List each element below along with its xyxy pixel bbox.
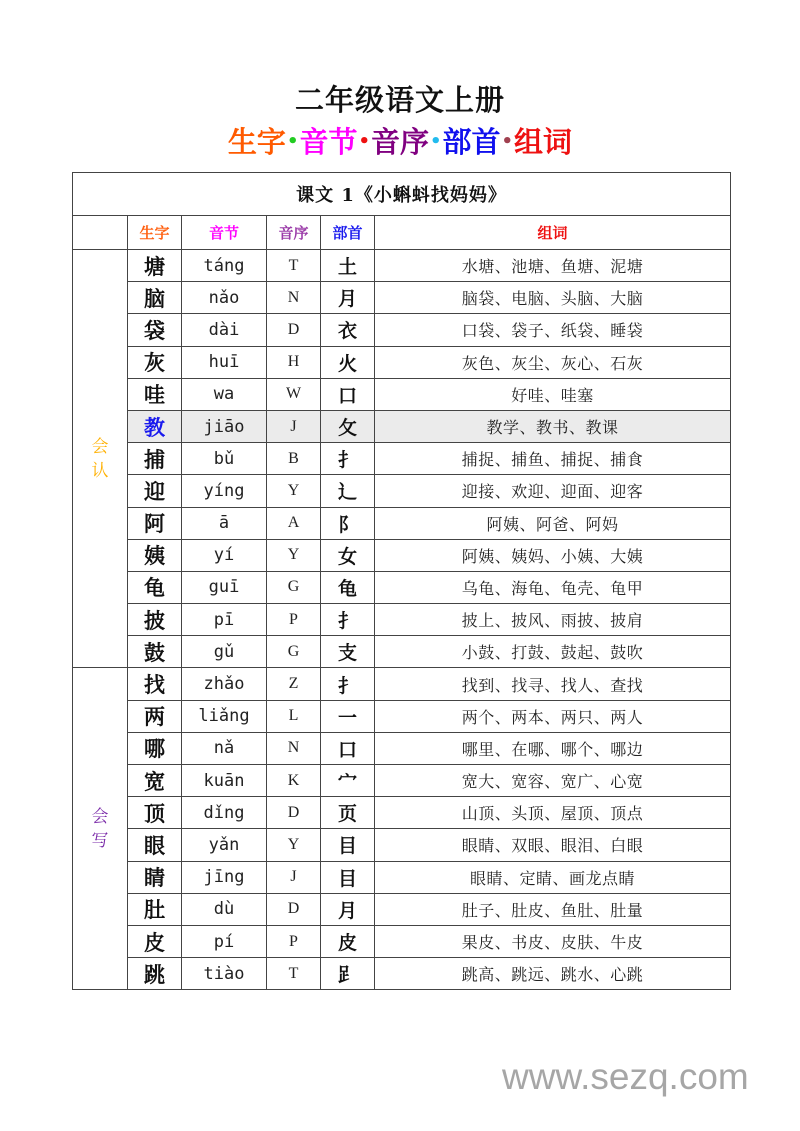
char-cell: 找 bbox=[128, 668, 182, 700]
char-cell: 塘 bbox=[128, 250, 182, 282]
radical-cell: 月 bbox=[321, 893, 375, 925]
page-title: 二年级语文上册 bbox=[294, 83, 505, 117]
words-cell: 哪里、在哪、哪个、哪边 bbox=[375, 732, 731, 764]
order-cell: D bbox=[267, 314, 321, 346]
char-cell: 两 bbox=[128, 700, 182, 732]
order-cell: Y bbox=[267, 829, 321, 861]
char-cell: 鼓 bbox=[128, 636, 182, 668]
radical-cell: 口 bbox=[321, 732, 375, 764]
pinyin-cell: liǎng bbox=[182, 700, 267, 732]
column-header-words: 组词 bbox=[375, 216, 731, 250]
order-cell: Y bbox=[267, 539, 321, 571]
table-row bbox=[73, 604, 731, 636]
order-cell: Z bbox=[267, 668, 321, 700]
words-cell: 跳高、跳远、跳水、心跳 bbox=[375, 958, 731, 990]
words-cell: 肚子、肚皮、鱼肚、肚量 bbox=[375, 893, 731, 925]
header-spacer bbox=[73, 216, 128, 250]
words-cell: 灰色、灰尘、灰心、石灰 bbox=[375, 346, 731, 378]
table-row bbox=[73, 700, 731, 732]
table-row bbox=[73, 765, 731, 797]
table-row bbox=[73, 958, 731, 990]
table-row bbox=[73, 829, 731, 861]
words-cell: 捕捉、捕鱼、捕捉、捕食 bbox=[375, 443, 731, 475]
char-cell: 跳 bbox=[128, 958, 182, 990]
order-cell: H bbox=[267, 346, 321, 378]
order-cell: P bbox=[267, 604, 321, 636]
column-header-pinyin: 音节 bbox=[182, 216, 267, 250]
char-cell: 睛 bbox=[128, 861, 182, 893]
words-cell: 山顶、头顶、屋顶、顶点 bbox=[375, 797, 731, 829]
pinyin-cell: táng bbox=[182, 250, 267, 282]
separator-dot-icon: • bbox=[501, 130, 514, 152]
table-row bbox=[73, 282, 731, 314]
words-cell: 阿姨、姨妈、小姨、大姨 bbox=[375, 539, 731, 571]
order-cell: B bbox=[267, 443, 321, 475]
pinyin-cell: jiāo bbox=[182, 410, 267, 442]
column-header-char: 生字 bbox=[128, 216, 182, 250]
table-row bbox=[73, 668, 731, 700]
radical-cell: 阝 bbox=[321, 507, 375, 539]
pinyin-cell: yí bbox=[182, 539, 267, 571]
pinyin-cell: dài bbox=[182, 314, 267, 346]
words-cell: 教学、教书、教课 bbox=[375, 410, 731, 442]
subtitle-segment: 音序 bbox=[370, 125, 429, 159]
table-row bbox=[73, 250, 731, 282]
subtitle-segment: 组词 bbox=[514, 125, 573, 159]
watermark: www.sezq.com bbox=[502, 1056, 749, 1097]
radical-cell: 皮 bbox=[321, 925, 375, 957]
words-cell: 好哇、哇塞 bbox=[375, 378, 731, 410]
subtitle-segment: 音节 bbox=[299, 125, 358, 159]
order-cell: D bbox=[267, 797, 321, 829]
separator-dot-icon: • bbox=[358, 130, 370, 152]
table-row bbox=[73, 410, 731, 442]
order-cell: L bbox=[267, 700, 321, 732]
radical-cell: 女 bbox=[321, 539, 375, 571]
radical-cell: 𧾷 bbox=[321, 958, 375, 990]
words-cell: 阿姨、阿爸、阿妈 bbox=[375, 507, 731, 539]
order-cell: N bbox=[267, 732, 321, 764]
char-cell: 灰 bbox=[128, 346, 182, 378]
order-cell: J bbox=[267, 861, 321, 893]
table-row bbox=[73, 925, 731, 957]
pinyin-cell: wa bbox=[182, 378, 267, 410]
pinyin-cell: huī bbox=[182, 346, 267, 378]
page-subtitle bbox=[0, 120, 800, 161]
radical-cell: 辶 bbox=[321, 475, 375, 507]
order-cell: J bbox=[267, 410, 321, 442]
radical-cell: 口 bbox=[321, 378, 375, 410]
group-label-cell bbox=[73, 250, 128, 668]
order-cell: W bbox=[267, 378, 321, 410]
lesson-title: 课文 1《小蝌蚪找妈妈》 bbox=[73, 173, 731, 216]
order-cell: T bbox=[267, 958, 321, 990]
table-row bbox=[73, 893, 731, 925]
char-cell: 龟 bbox=[128, 571, 182, 603]
words-cell: 小鼓、打鼓、鼓起、鼓吹 bbox=[375, 636, 731, 668]
subtitle-segment: 部首 bbox=[442, 125, 501, 159]
column-header-order: 音序 bbox=[267, 216, 321, 250]
pinyin-cell: zhǎo bbox=[182, 668, 267, 700]
char-cell: 顶 bbox=[128, 797, 182, 829]
order-cell: A bbox=[267, 507, 321, 539]
table-row bbox=[73, 636, 731, 668]
group-label: 会写 bbox=[91, 806, 109, 851]
char-cell: 脑 bbox=[128, 282, 182, 314]
pinyin-cell: bǔ bbox=[182, 443, 267, 475]
pinyin-cell: tiào bbox=[182, 958, 267, 990]
radical-cell: 龟 bbox=[321, 571, 375, 603]
char-cell: 哇 bbox=[128, 378, 182, 410]
vocab-table bbox=[72, 172, 731, 990]
order-cell: G bbox=[267, 636, 321, 668]
words-cell: 两个、两本、两只、两人 bbox=[375, 700, 731, 732]
table-row bbox=[73, 475, 731, 507]
char-cell: 哪 bbox=[128, 732, 182, 764]
table-row bbox=[73, 378, 731, 410]
pinyin-cell: pī bbox=[182, 604, 267, 636]
radical-cell: 攵 bbox=[321, 410, 375, 442]
radical-cell: 火 bbox=[321, 346, 375, 378]
order-cell: D bbox=[267, 893, 321, 925]
table-row bbox=[73, 346, 731, 378]
order-cell: T bbox=[267, 250, 321, 282]
words-cell: 口袋、袋子、纸袋、睡袋 bbox=[375, 314, 731, 346]
words-cell: 迎接、欢迎、迎面、迎客 bbox=[375, 475, 731, 507]
radical-cell: 目 bbox=[321, 829, 375, 861]
words-cell: 披上、披风、雨披、披肩 bbox=[375, 604, 731, 636]
separator-dot-icon: • bbox=[286, 130, 299, 152]
radical-cell: 宀 bbox=[321, 765, 375, 797]
pinyin-cell: yǎn bbox=[182, 829, 267, 861]
table-row bbox=[73, 861, 731, 893]
pinyin-cell: dù bbox=[182, 893, 267, 925]
table-row bbox=[73, 314, 731, 346]
column-header-row bbox=[73, 216, 731, 250]
words-cell: 乌龟、海龟、龟壳、龟甲 bbox=[375, 571, 731, 603]
pinyin-cell: nǎ bbox=[182, 732, 267, 764]
char-cell: 袋 bbox=[128, 314, 182, 346]
char-cell: 迎 bbox=[128, 475, 182, 507]
pinyin-cell: guī bbox=[182, 571, 267, 603]
char-cell: 披 bbox=[128, 604, 182, 636]
words-cell: 眼睛、定睛、画龙点睛 bbox=[375, 861, 731, 893]
words-cell: 脑袋、电脑、头脑、大脑 bbox=[375, 282, 731, 314]
radical-cell: 目 bbox=[321, 861, 375, 893]
radical-cell: 月 bbox=[321, 282, 375, 314]
column-header-radical: 部首 bbox=[321, 216, 375, 250]
order-cell: N bbox=[267, 282, 321, 314]
order-cell: Y bbox=[267, 475, 321, 507]
pinyin-cell: dǐng bbox=[182, 797, 267, 829]
char-cell: 皮 bbox=[128, 925, 182, 957]
pinyin-cell: kuān bbox=[182, 765, 267, 797]
table-row bbox=[73, 571, 731, 603]
radical-cell: 扌 bbox=[321, 443, 375, 475]
table-row bbox=[73, 732, 731, 764]
radical-cell: 土 bbox=[321, 250, 375, 282]
radical-cell: 扌 bbox=[321, 668, 375, 700]
pinyin-cell: nǎo bbox=[182, 282, 267, 314]
pinyin-cell: ā bbox=[182, 507, 267, 539]
table-row bbox=[73, 507, 731, 539]
group-label-cell bbox=[73, 668, 128, 990]
words-cell: 果皮、书皮、皮肤、牛皮 bbox=[375, 925, 731, 957]
table-row bbox=[73, 443, 731, 475]
char-cell: 阿 bbox=[128, 507, 182, 539]
char-cell: 教 bbox=[128, 410, 182, 442]
words-cell: 宽大、宽容、宽广、心宽 bbox=[375, 765, 731, 797]
char-cell: 眼 bbox=[128, 829, 182, 861]
group-label: 会认 bbox=[91, 436, 109, 481]
radical-cell: 衣 bbox=[321, 314, 375, 346]
separator-dot-icon: • bbox=[430, 130, 442, 152]
order-cell: K bbox=[267, 765, 321, 797]
char-cell: 捕 bbox=[128, 443, 182, 475]
pinyin-cell: jīng bbox=[182, 861, 267, 893]
words-cell: 水塘、池塘、鱼塘、泥塘 bbox=[375, 250, 731, 282]
subtitle-segment: 生字 bbox=[227, 125, 286, 159]
pinyin-cell: pí bbox=[182, 925, 267, 957]
order-cell: P bbox=[267, 925, 321, 957]
pinyin-cell: yíng bbox=[182, 475, 267, 507]
radical-cell: 页 bbox=[321, 797, 375, 829]
table-row bbox=[73, 539, 731, 571]
order-cell: G bbox=[267, 571, 321, 603]
char-cell: 宽 bbox=[128, 765, 182, 797]
char-cell: 姨 bbox=[128, 539, 182, 571]
words-cell: 找到、找寻、找人、查找 bbox=[375, 668, 731, 700]
char-cell: 肚 bbox=[128, 893, 182, 925]
radical-cell: 一 bbox=[321, 700, 375, 732]
table-row bbox=[73, 797, 731, 829]
radical-cell: 支 bbox=[321, 636, 375, 668]
radical-cell: 扌 bbox=[321, 604, 375, 636]
words-cell: 眼睛、双眼、眼泪、白眼 bbox=[375, 829, 731, 861]
pinyin-cell: gǔ bbox=[182, 636, 267, 668]
